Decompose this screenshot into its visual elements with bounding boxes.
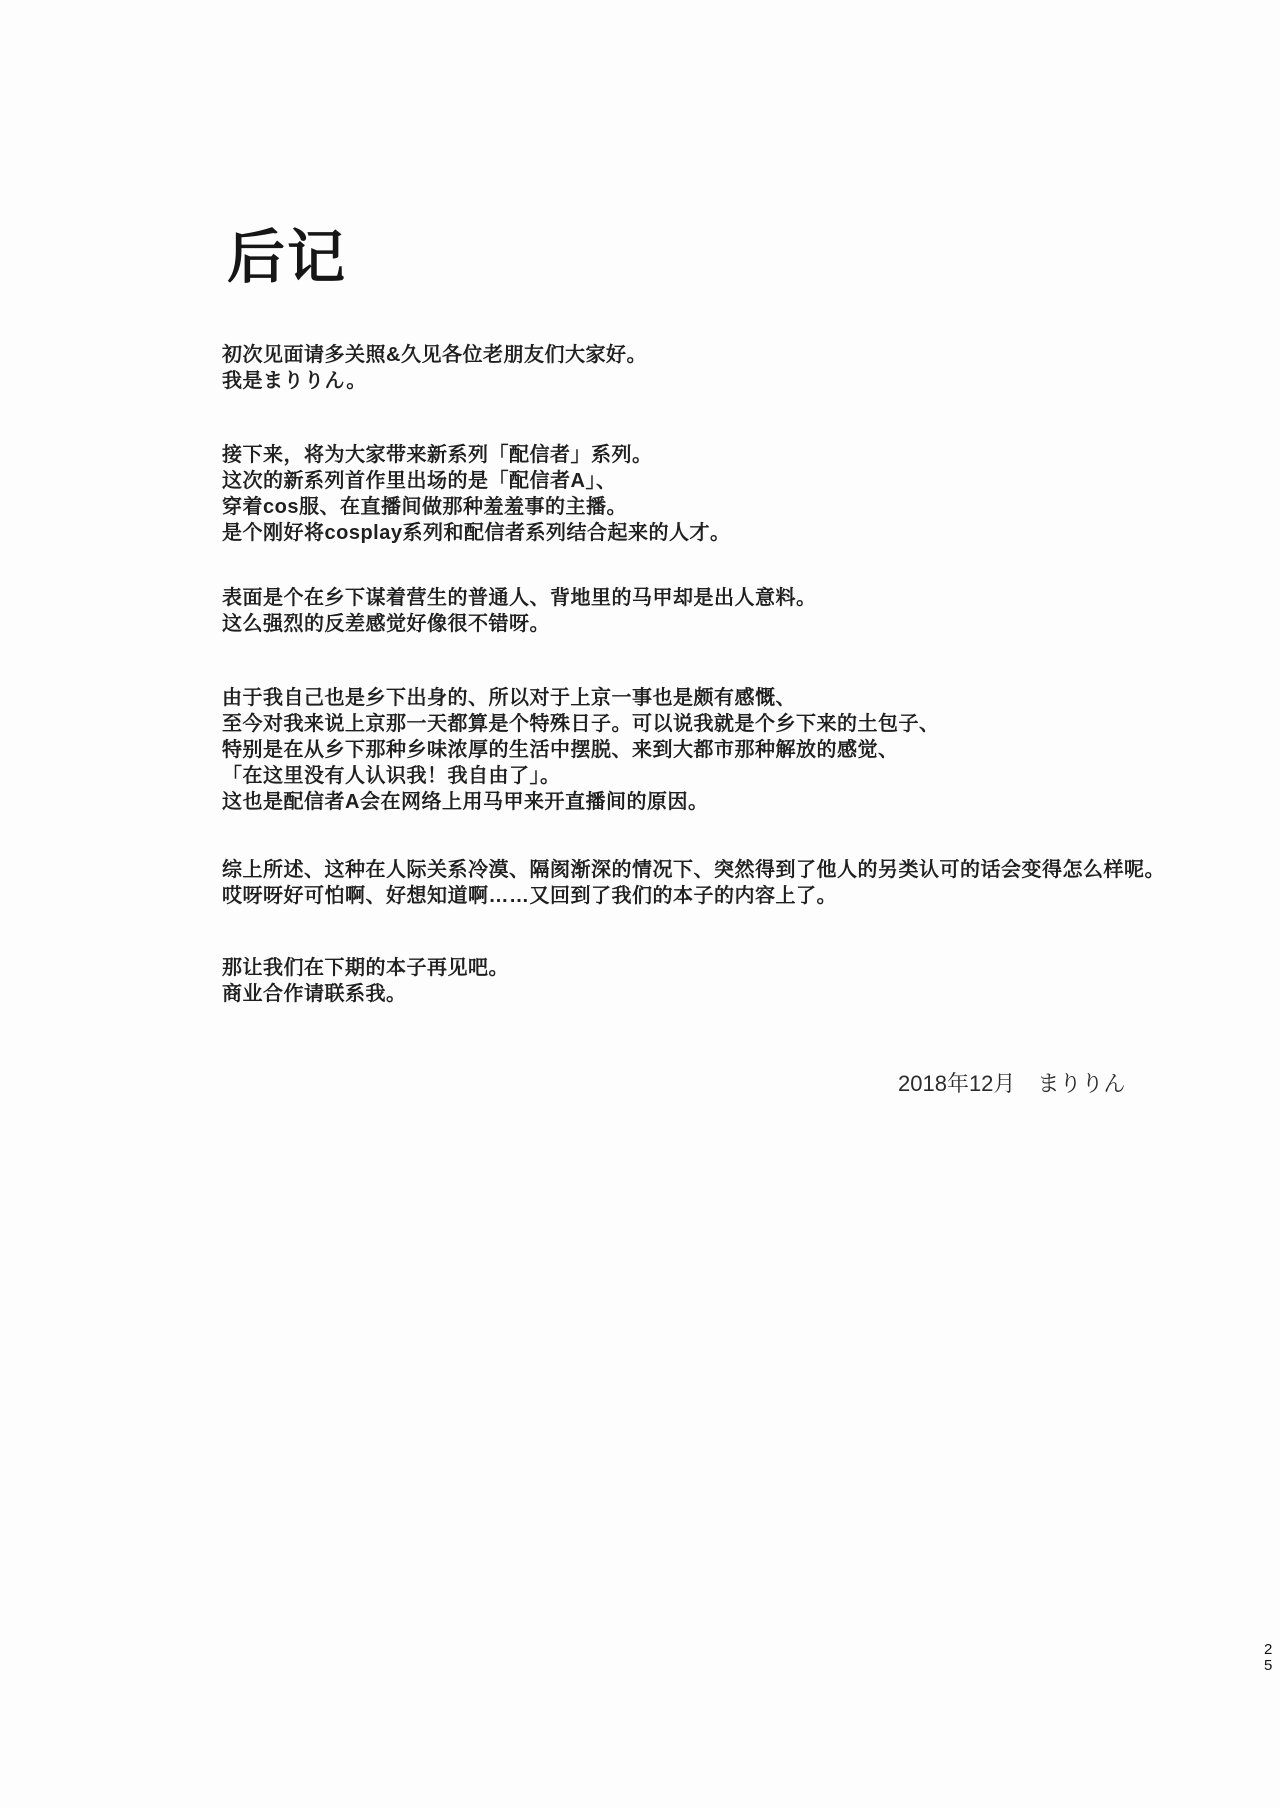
text-line: 特别是在从乡下那种乡味浓厚的生活中摆脱、来到大都市那种解放的感觉、 — [222, 739, 899, 761]
paragraph-greeting — [222, 342, 647, 394]
text-line: 这次的新系列首作里出场的是「配信者A」、 — [222, 470, 617, 492]
text-line: 这么强烈的反差感觉好像很不错呀。 — [222, 613, 550, 635]
text-line: 由于我自己也是乡下出身的、所以对于上京一事也是颇有感慨、 — [222, 687, 796, 709]
page-number-digit: 5 — [1264, 1657, 1273, 1674]
text-line: 初次见面请多关照&久见各位老朋友们大家好。 — [222, 344, 647, 366]
paragraph-summary — [222, 857, 1165, 909]
signature-date-author: 2018年12月 まりりん — [898, 1071, 1126, 1096]
text-line: 哎呀呀好可怕啊、好想知道啊……又回到了我们的本子的内容上了。 — [222, 885, 837, 907]
text-line: 综上所述、这种在人际关系冷漠、隔阂渐深的情况下、突然得到了他人的另类认可的话会变得怎么样呢。 — [222, 859, 1165, 881]
text-line: 表面是个在乡下谋着营生的普通人、背地里的马甲却是出人意料。 — [222, 587, 817, 609]
text-line: 是个刚好将cosplay系列和配信者系列结合起来的人才。 — [222, 522, 731, 544]
page-number — [1264, 1642, 1272, 1674]
text-line: 这也是配信者A会在网络上用马甲来开直播间的原因。 — [222, 791, 709, 813]
paragraph-farewell — [222, 955, 509, 1007]
text-line: 穿着cos服、在直播间做那种羞羞事的主播。 — [222, 496, 627, 518]
text-line: 接下来，将为大家带来新系列「配信者」系列。 — [222, 444, 653, 466]
paragraph-contrast — [222, 585, 817, 637]
paragraph-new-series — [222, 442, 730, 546]
paragraph-hometown — [222, 685, 940, 815]
text-line: 至今对我来说上京那一天都算是个特殊日子。可以说我就是个乡下来的土包子、 — [222, 713, 940, 735]
page-title: 后记 — [227, 225, 348, 290]
text-line: 那让我们在下期的本子再见吧。 — [222, 957, 509, 979]
page-number-digit: 2 — [1264, 1641, 1273, 1658]
text-line: 「在这里没有人认识我！我自由了」。 — [222, 765, 561, 787]
text-line: 商业合作请联系我。 — [222, 983, 407, 1005]
text-line: 我是まりりん。 — [222, 370, 367, 392]
